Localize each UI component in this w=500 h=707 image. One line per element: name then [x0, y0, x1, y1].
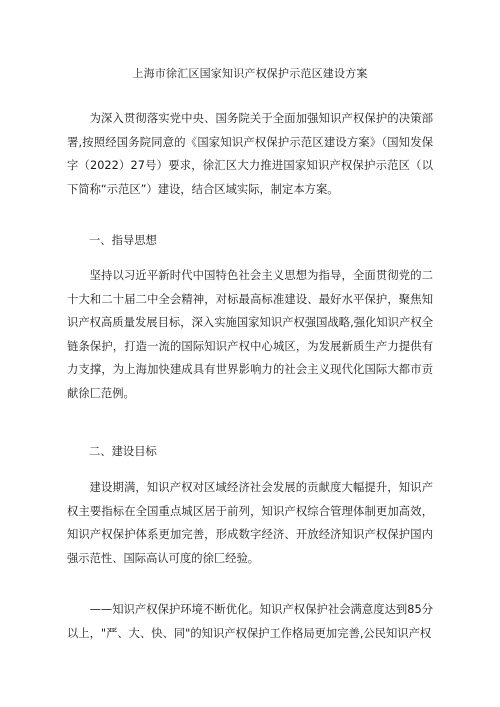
- intro-paragraph: 为深入贯彻落实党中央、国务院关于全面加强知识产权保护的决策部署,按照经国务院同意的《国家知识产权保护示范区建设方案》（国知发保字（2022）27号）要求，徐汇区大力推进国家知识产权保护示范区（以下简称“示范区”）建设，结合区域实际，制定本方案。: [67, 112, 433, 196]
- guiding-ideology-paragraph: 坚持以习近平新时代中国特色社会主义思想为指导，全面贯彻党的二十大和二十届二中全会精神，对标最高标准建设、最好水平保护，聚焦知识产权高质量发展目标，深入实施国家知识产权强国战略,强化知识产权全链条保护，打造一流的国际知识产权中心城区，为发展新质生产力提供有力支撑，为上海加快建成具有世界影响力的社会主义现代化国际大都市贡献徐匚范例。: [67, 269, 433, 400]
- section-heading-guiding-ideology: 一、指导思想: [89, 234, 157, 247]
- construction-goals-paragraph: 建设期满，知识产权对区域经济社会发展的贡献度大幅提升，知识产权主要指标在全国重点城区居于前列，知识产权综合管理体制更加高效，知识产权保护体系更加完善，形成数字经济、开放经济知识产权保护国内强示范性、国际高认可度的徐匚经验。: [67, 481, 433, 565]
- subgoal-paragraph: ——知识产权保护环境不断优化。知识产权保护社会满意度达到85分以上，"严、大、快、同"的知识产权保护工作格局更加完善,公民知识产权: [67, 603, 433, 640]
- document-title: 上海市徐汇区国家知识产权保护示范区建设方案: [132, 67, 368, 80]
- section-heading-construction-goals: 二、建设目标: [89, 445, 157, 458]
